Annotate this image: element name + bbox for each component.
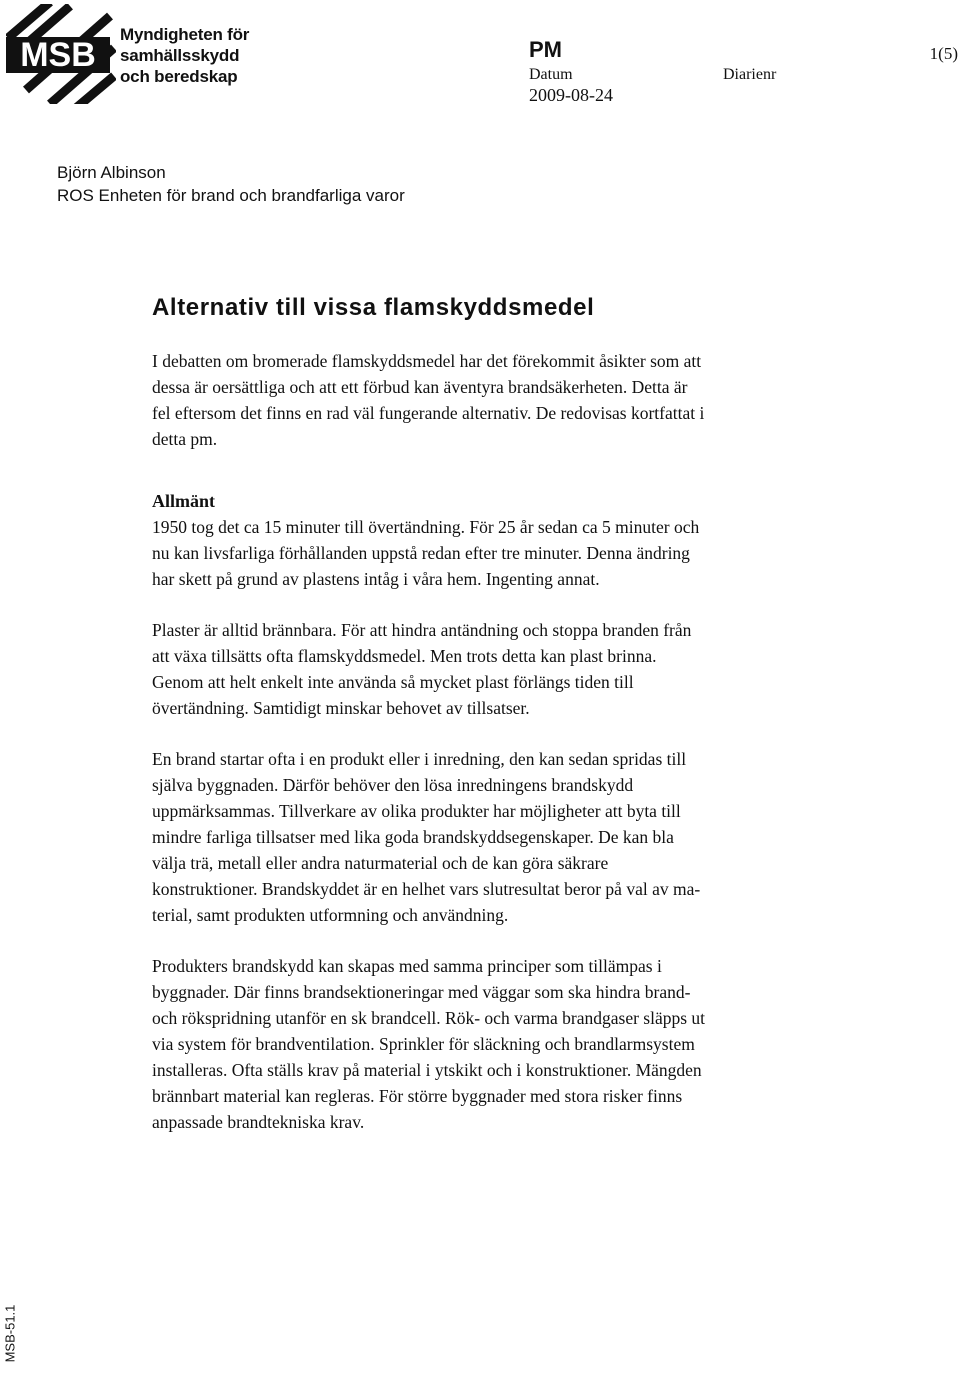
logo-line: och beredskap	[120, 67, 238, 86]
form-code	[2, 1293, 18, 1375]
author-name: Björn Albinson	[57, 163, 166, 182]
logo-abbr: MSB	[20, 36, 96, 74]
msb-emblem-icon	[6, 4, 116, 104]
form-code-text: MSB-51.1	[2, 1304, 18, 1363]
text-line: har skett på grund av plastens intåg i våra hem. Ingenting annat.	[152, 569, 600, 589]
date-label: Datum	[529, 66, 573, 83]
logo-line: Myndigheten för	[120, 25, 250, 44]
paragraph	[152, 953, 842, 1135]
text-line: nu kan livsfarliga förhållanden uppstå redan efter tre minuter. Denna ändring	[152, 543, 690, 563]
text-line: själva byggnaden. Därför behöver den lösa inredningens brandskydd	[152, 775, 634, 795]
text-line: mindre farliga tillsatser med lika goda brandskyddsegenskaper. De kan bla	[152, 827, 674, 847]
text-line: detta pm.	[152, 429, 218, 449]
text-line: övertändning. Samtidigt minskar behovet av tillsatser.	[152, 698, 530, 718]
text-line: Genom att helt enkelt inte använda så mycket plast förlängs tiden till	[152, 672, 634, 692]
paragraph	[152, 746, 842, 928]
text-line: dessa är oersättliga och att ett förbud kan äventyra brandsäkerheten. Detta är	[152, 377, 688, 397]
text-line: Plaster är alltid brännbara. För att hindra antändning och stoppa branden från	[152, 620, 692, 640]
text-line: terial, samt produkten utformning och användning.	[152, 905, 509, 925]
text-line: 1950 tog det ca 15 minuter till övertändning. För 25 år sedan ca 5 minuter och	[152, 517, 700, 537]
text-line: konstruktioner. Brandskyddet är en helhet vars slutresultat beror på val av ma-	[152, 879, 701, 899]
author-block	[57, 161, 405, 207]
text-line: att växa tillsätts ofta flamskyddsmedel. Men trots detta kan plast brinna.	[152, 646, 657, 666]
text-line: I debatten om bromerade flamskyddsmedel har det förekommit åsikter som att	[152, 351, 702, 371]
page-number: 1(5)	[929, 44, 958, 63]
logo-line: samhällsskydd	[120, 46, 240, 65]
text-line: installeras. Ofta ställs krav på material i ytskikt och i konstruktioner. Mängden	[152, 1060, 702, 1080]
text-line: anpassade brandtekniska krav.	[152, 1112, 365, 1132]
section-general	[152, 488, 842, 592]
doc-type: PM	[529, 37, 562, 62]
document-title: Alternativ till vissa flamskyddsmedel	[152, 294, 595, 321]
text-line: uppmärksammas. Tillverkare av olika produkter har möjligheter att byta till	[152, 801, 681, 821]
intro-paragraph	[152, 348, 842, 452]
text-line: Produkters brandskydd kan skapas med samma principer som tillämpas i	[152, 956, 662, 976]
paragraph	[152, 617, 842, 721]
text-line: byggnader. Där finns brandsektioneringar med väggar som ska hindra brand-	[152, 982, 691, 1002]
document-date: 2009-08-24	[529, 85, 613, 105]
text-line: via system för brandventilation. Sprinkler för släckning och brandlarmsystem	[152, 1034, 695, 1054]
msb-logo	[6, 4, 256, 104]
text-line: välja trä, metall eller andra naturmaterial och de kan göra säkrare	[152, 853, 609, 873]
section-heading: Allmänt	[152, 491, 215, 511]
text-line: En brand startar ofta i en produkt eller i inredning, den kan sedan spridas till	[152, 749, 687, 769]
reference-label: Diarienr	[723, 66, 777, 83]
author-unit: ROS Enheten för brand och brandfarliga varor	[57, 186, 405, 205]
text-line: brännbart material kan regleras. För större byggnader med stora risker finns	[152, 1086, 683, 1106]
text-line: och rökspridning utanför en sk brandcell. Rök- och varma brandgaser släpps ut	[152, 1008, 706, 1028]
logo-wordmark	[120, 24, 249, 87]
text-line: fel eftersom det finns en rad väl fungerande alternativ. De redovisas kortfattat i	[152, 403, 705, 423]
